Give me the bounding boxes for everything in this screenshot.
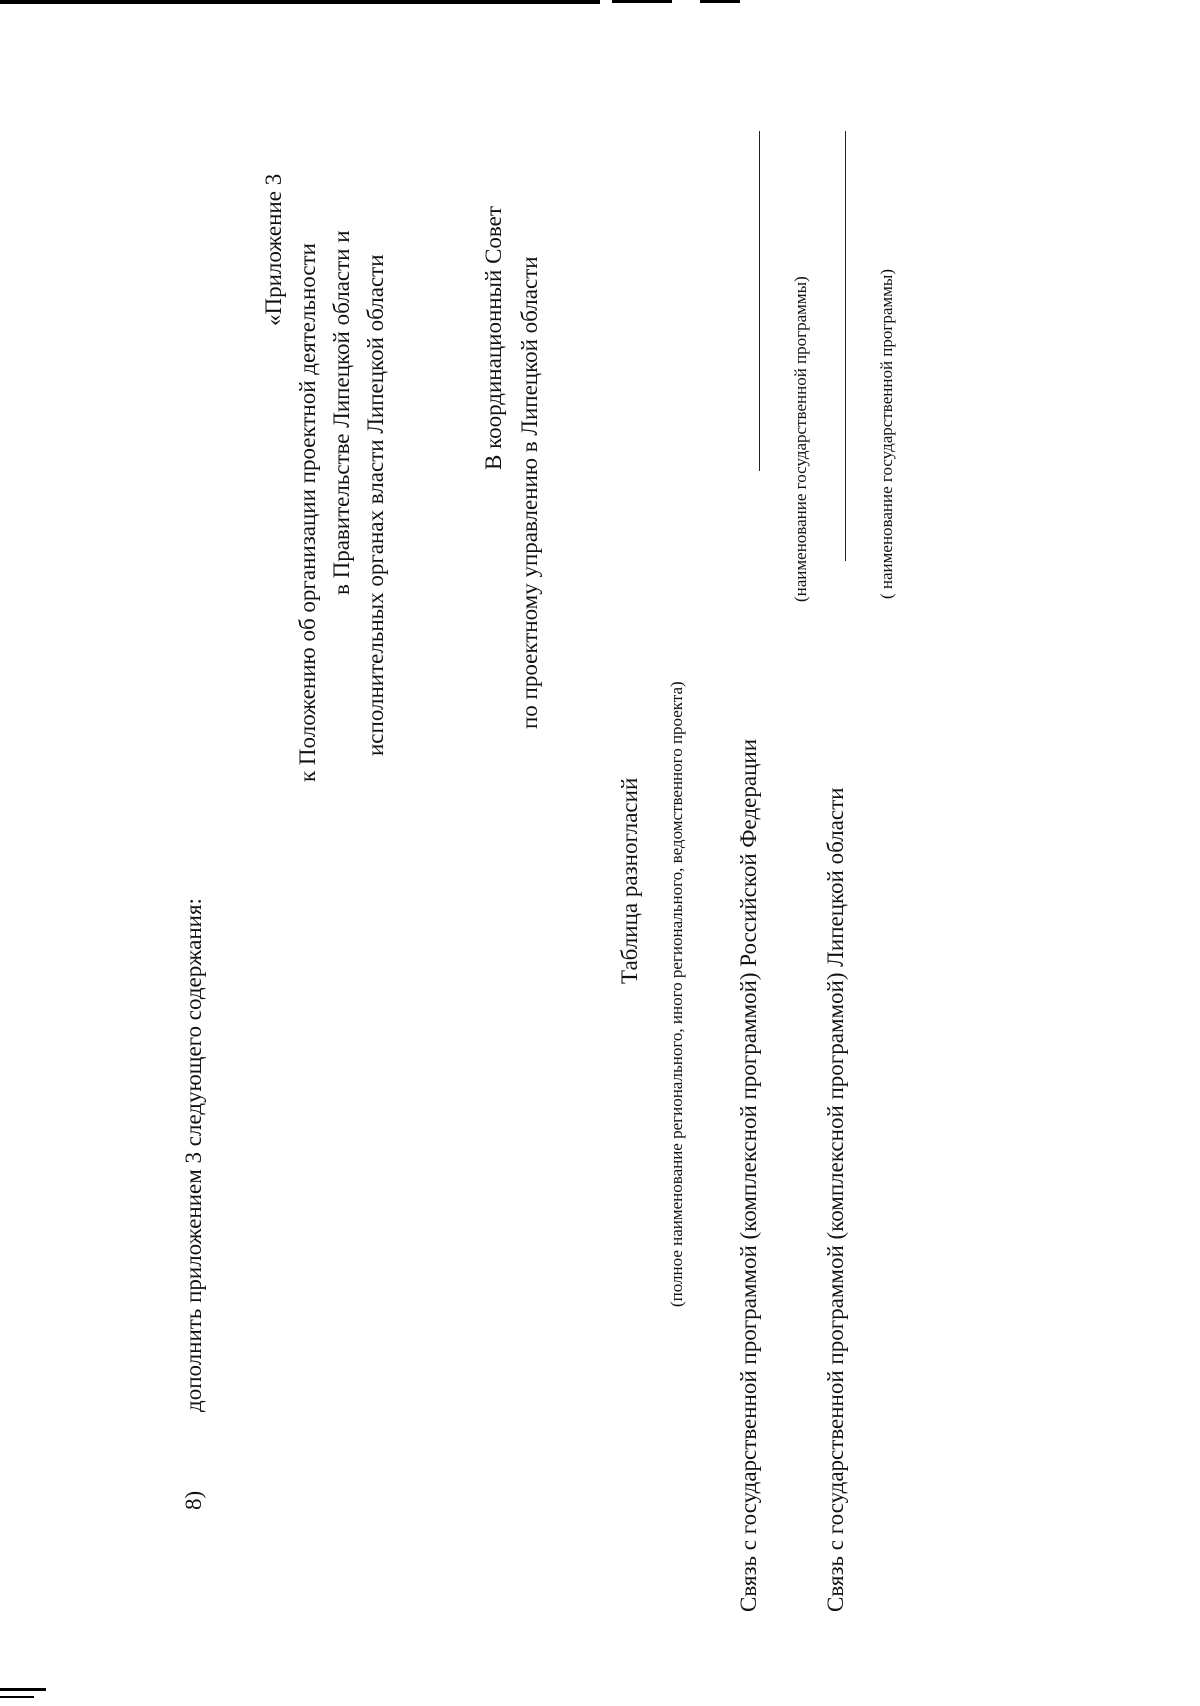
- scan-edge-mark: [700, 0, 740, 3]
- appendix-line-1: к Положению об организации проектной деятельности: [295, 243, 320, 782]
- scan-corner-mark: [0, 1696, 34, 1698]
- link-regional-label: Связь с государственной программой (комплексной программой) Липецкой области: [823, 787, 848, 1612]
- link-federal-caption: (наименование государственной программы): [791, 276, 810, 602]
- table-title: Таблица разногласий: [617, 777, 642, 984]
- appendix-title: «Приложение 3: [261, 173, 286, 326]
- project-caption: (полное наименование регионального, иного регионального, ведомственного проекта): [667, 681, 686, 1307]
- appendix-line-2: в Правительстве Липецкой области и: [329, 230, 354, 595]
- appendix-line-3: исполнительных органах власти Липецкой области: [363, 254, 388, 756]
- link-regional-blank-line: [845, 131, 846, 561]
- link-federal-blank-line: [759, 131, 760, 471]
- item-number: 8): [181, 1490, 206, 1510]
- scan-corner-mark: [0, 1688, 46, 1691]
- link-federal-label: Связь с государственной программой (комплексной программой) Российской Федерации: [736, 738, 761, 1612]
- scan-edge-mark: [612, 0, 672, 3]
- scan-edge-mark: [0, 0, 600, 4]
- item-text: дополнить приложением 3 следующего содержания:: [181, 898, 206, 1412]
- addressee-line-2: по проектному управлению в Липецкой области: [517, 256, 542, 729]
- link-regional-caption: ( наименование государственной программы): [877, 268, 896, 599]
- addressee-line-1: В координационный Совет: [481, 206, 506, 470]
